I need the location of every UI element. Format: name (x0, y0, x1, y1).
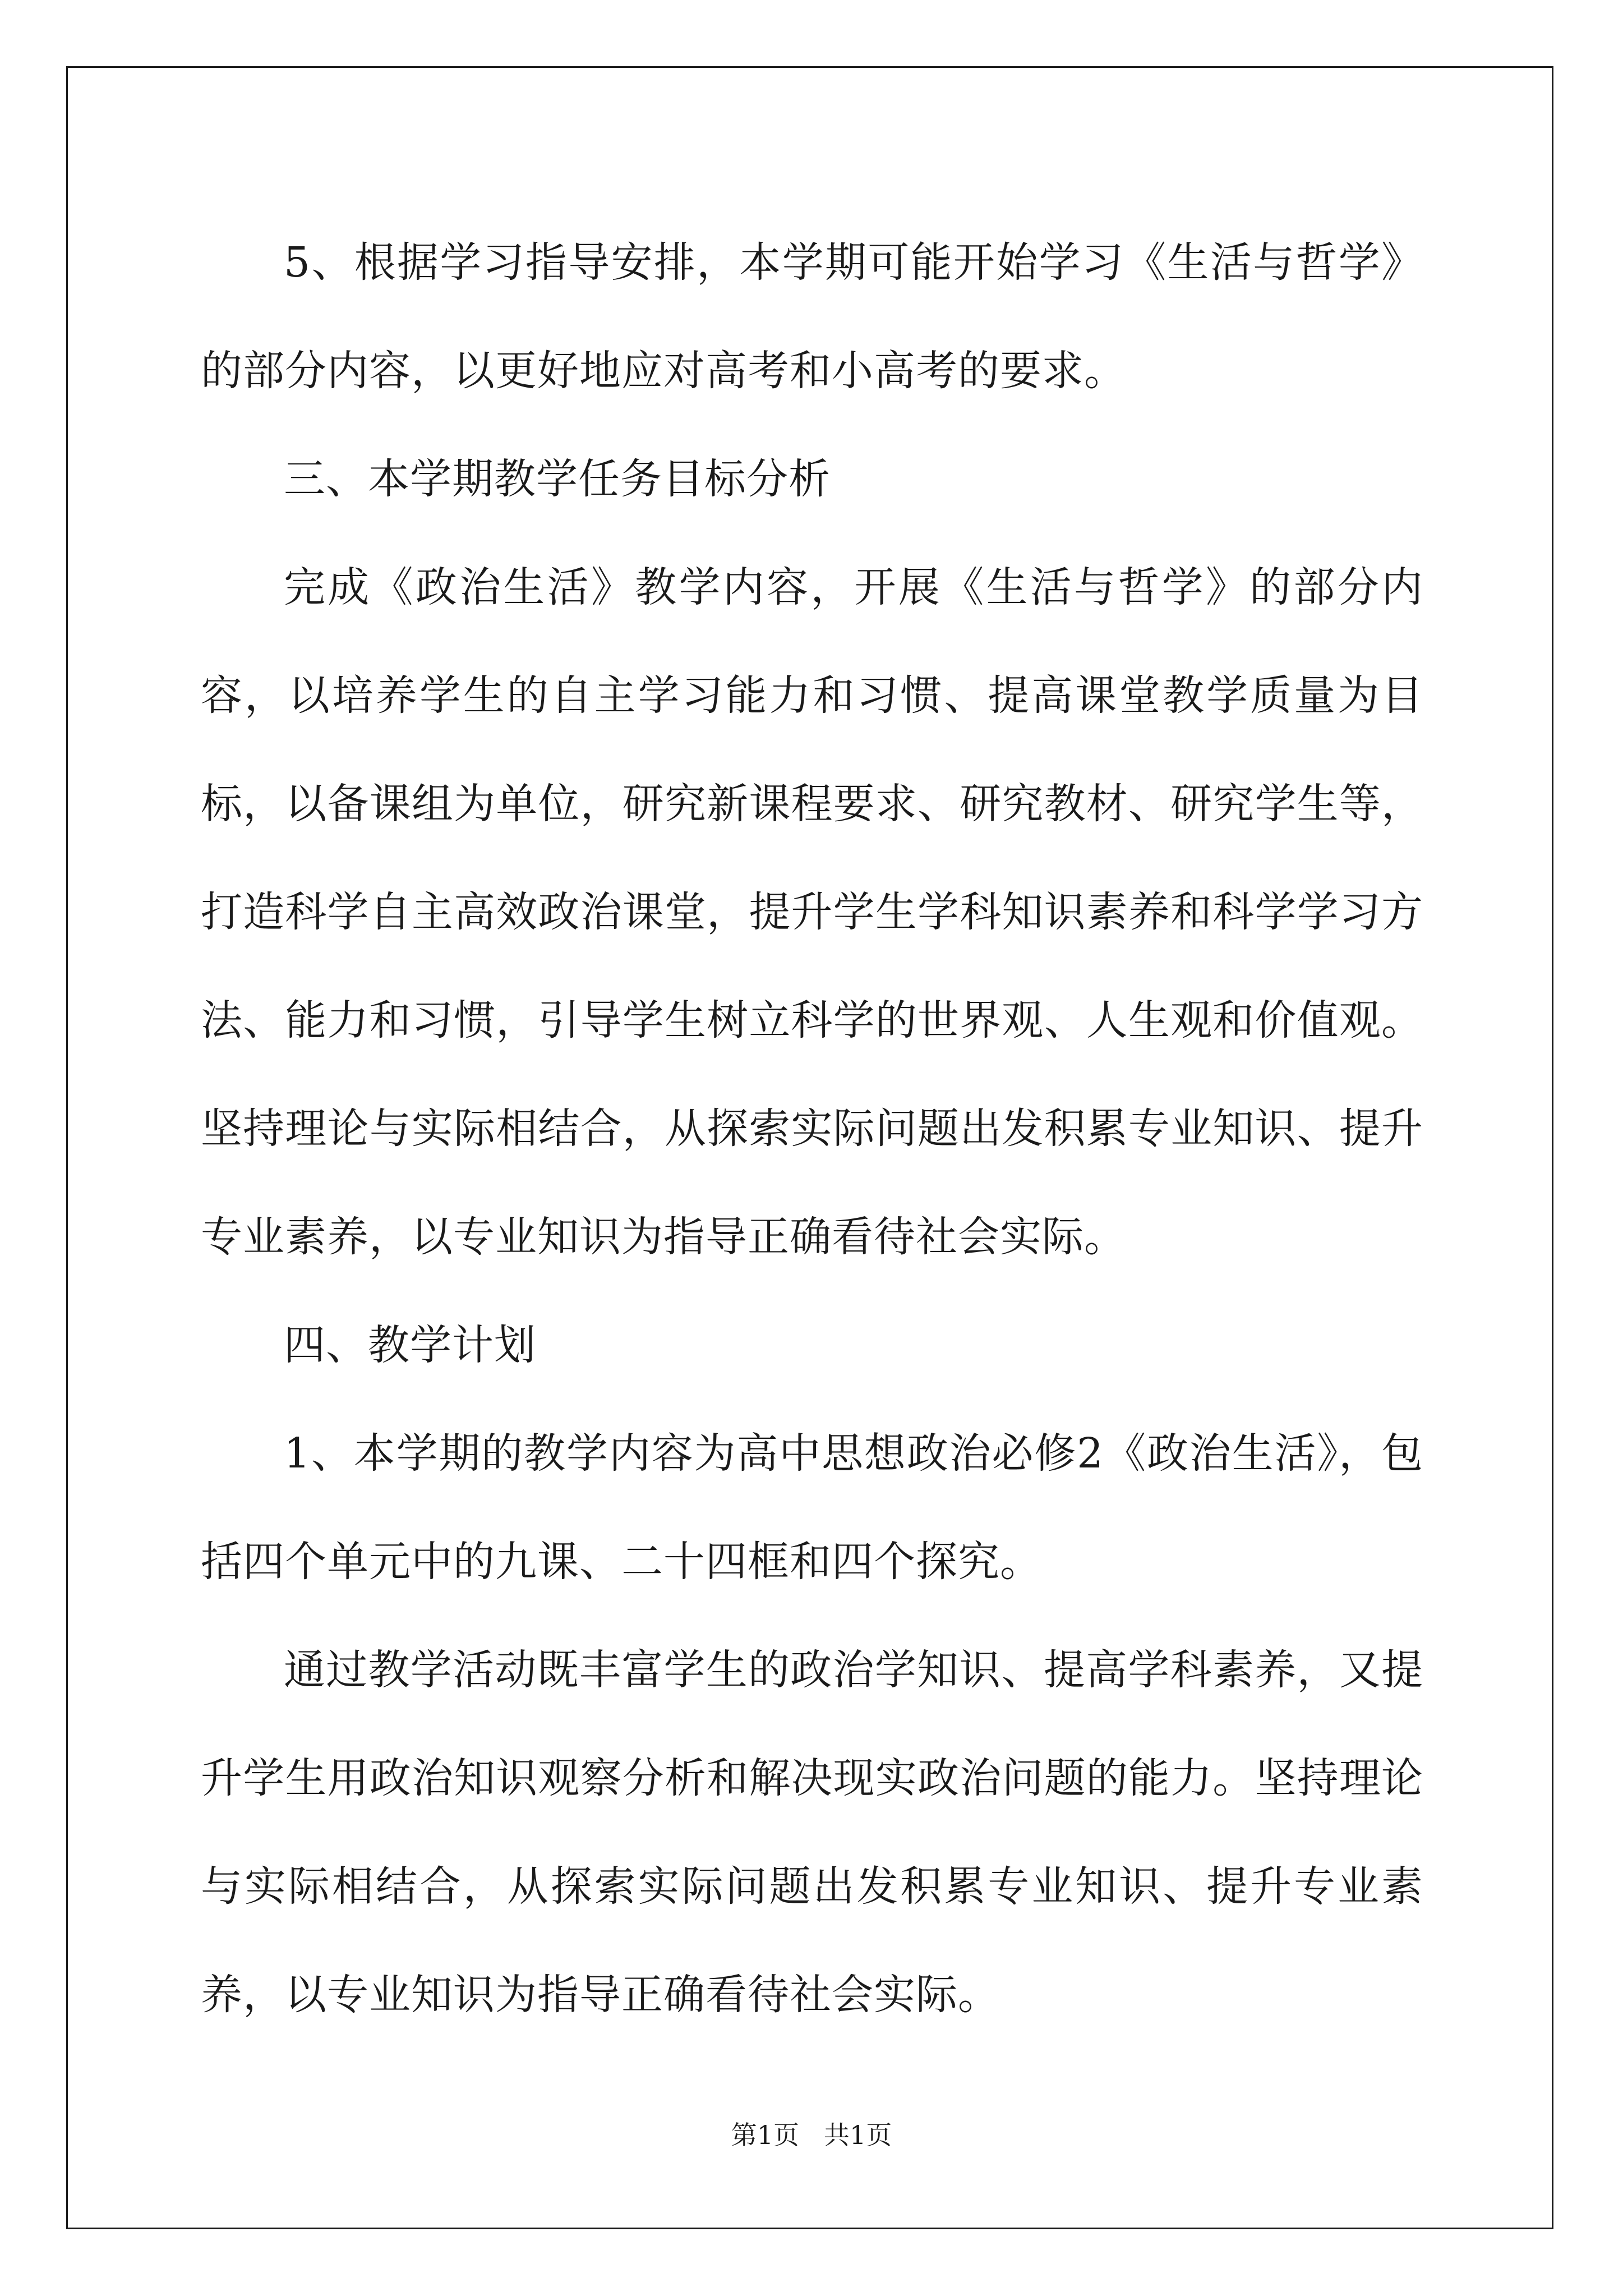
page-number-current: 第1页 (731, 2120, 800, 2150)
paragraph-teaching-goals: 通过教学活动既丰富学生的政治学知识、提高学科素养，又提升学生用政治知识观察分析和解决现实政治问题的能力。坚持理论与实际相结合，从探索实际问题出发积累专业知识、提升专业素养，以专业知识为指导正确看待社会实际。 (201, 1646, 1423, 2019)
page-footer (0, 2115, 1623, 2152)
section-heading-teaching-plan: 四、教学计划 (284, 1321, 536, 1369)
paragraph-item-5: 5、根据学习指导安排，本学期可能开始学习《生活与哲学》的部分内容，以更好地应对高考和小高考的要求。 (201, 238, 1423, 395)
paragraph-plan-item-1: 1、本学期的教学内容为高中思想政治必修2《政治生活》，包括四个单元中的九课、二十四框和四个探究。 (201, 1429, 1423, 1586)
page-number-total: 共1页 (823, 2120, 892, 2150)
paragraph-objectives: 完成《政治生活》教学内容，开展《生活与哲学》的部分内容，以培养学生的自主学习能力和习惯、提高课堂教学质量为目标，以备课组为单位，研究新课程要求、研究教材、研究学生等，打造科学自主高效政治课堂，提升学生学科知识素养和科学学习方法、能力和习惯，引导学生树立科学的世界观、人生观和价值观。坚持理论与实际相结合，从探索实际问题出发积累专业知识、提升专业素养，以专业知识为指导正确看待社会实际。 (201, 563, 1423, 1261)
document-body (201, 209, 1423, 2049)
section-heading-objectives: 三、本学期教学任务目标分析 (284, 455, 831, 503)
